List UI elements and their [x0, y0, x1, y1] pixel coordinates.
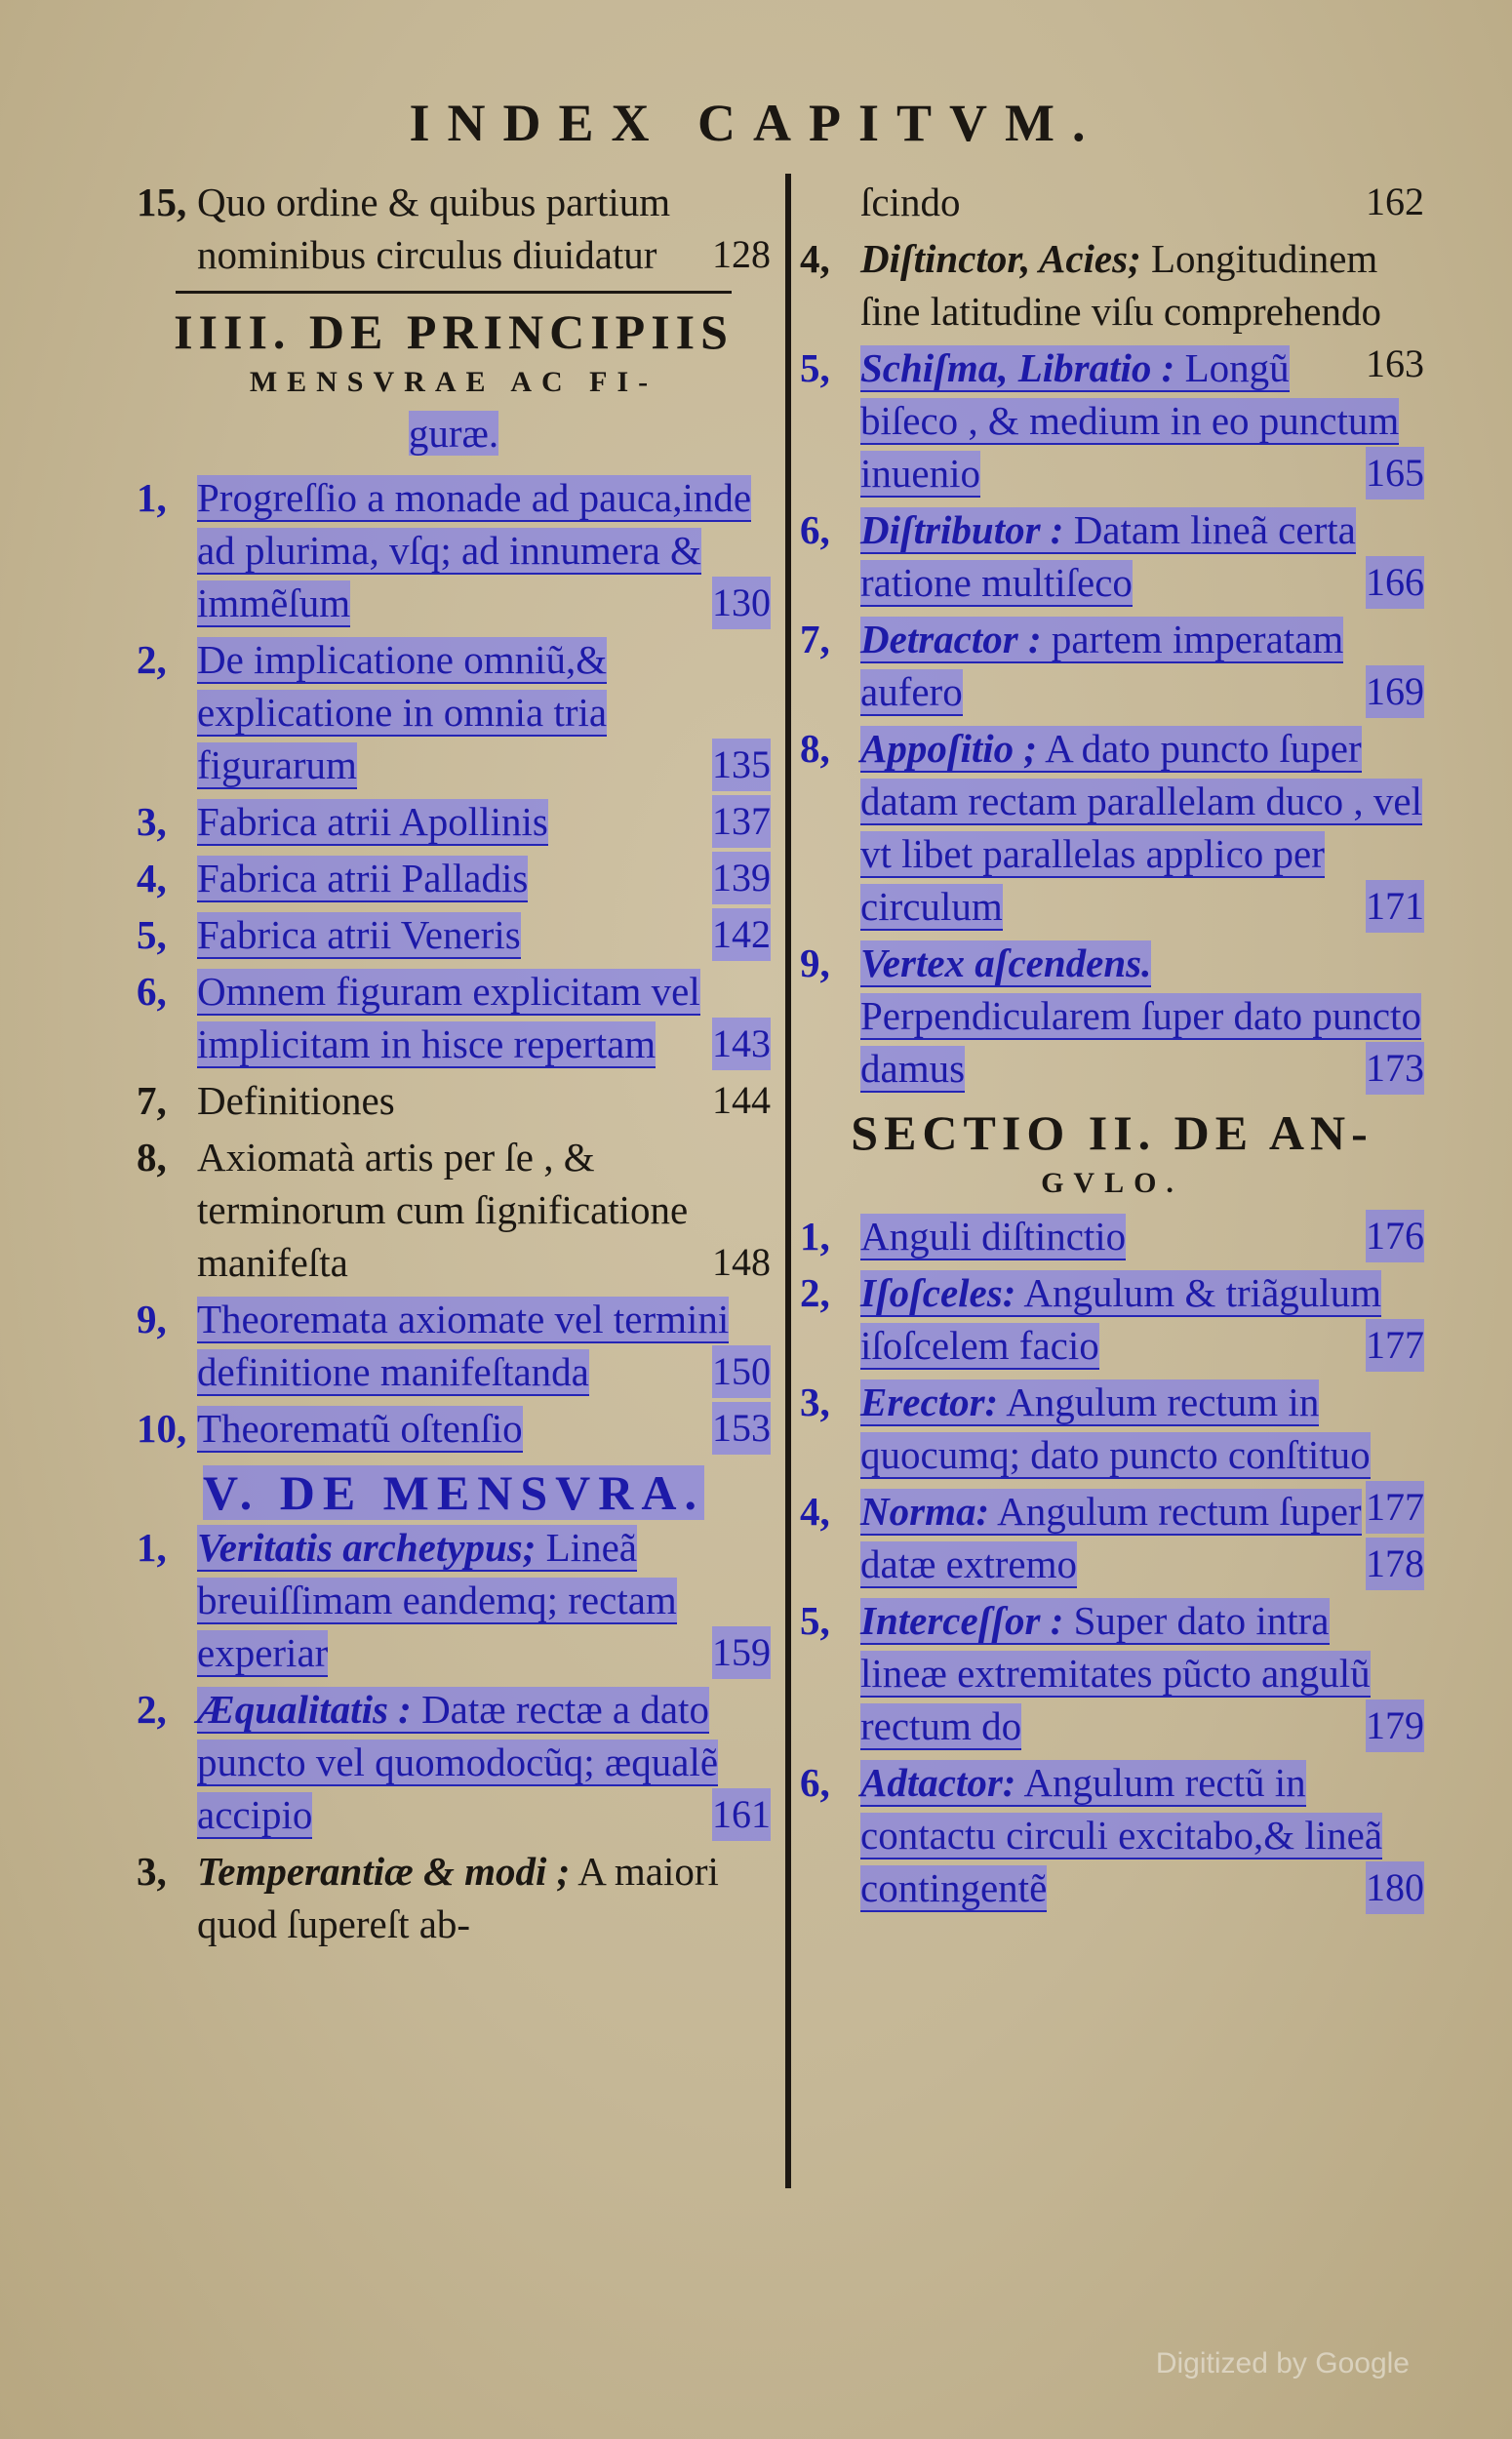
entry-text-wrap	[197, 1297, 729, 1396]
entry-text-wrap	[197, 1849, 719, 1946]
entry-number: 4,	[800, 236, 830, 281]
entry-page: 177	[1366, 1481, 1424, 1534]
entry-page: 171	[1366, 880, 1424, 933]
page-title: INDEX CAPITVM.	[409, 94, 1103, 152]
list-item	[137, 1131, 771, 1289]
list-item	[800, 722, 1424, 933]
section-subheading-cont-text: guræ.	[408, 411, 499, 456]
entry-number: 8,	[137, 1135, 167, 1180]
entry-page: 135	[712, 739, 771, 791]
entry-page: 177	[1366, 1319, 1424, 1372]
entry-text-wrap	[197, 475, 751, 627]
entry-number: 2,	[137, 637, 167, 682]
entry-text-wrap	[860, 726, 1422, 931]
list-item	[137, 1293, 771, 1398]
section-subheading-cont	[137, 409, 771, 458]
entry-text: ſcindo	[860, 180, 961, 224]
list-item	[137, 471, 771, 629]
entry-number: 6,	[137, 969, 167, 1014]
entry-text: A maiori quod ſupereſt ab-	[197, 1849, 719, 1946]
entry-term: Adtactor:	[860, 1760, 1016, 1805]
list-item	[800, 341, 1424, 500]
list-item	[137, 1845, 771, 1950]
entry-number: 10,	[137, 1406, 187, 1451]
section-list	[137, 1521, 771, 1950]
entry-page: 180	[1366, 1861, 1424, 1914]
entry-text-wrap	[860, 507, 1356, 607]
list-item	[137, 1683, 771, 1841]
entry-text: Super dato intra lineæ extremitates pũcto angulũ rectum do	[860, 1598, 1371, 1748]
entry-term: Erector:	[860, 1379, 999, 1424]
list-item	[137, 795, 771, 848]
section-list	[800, 1210, 1424, 1914]
entry-term: Interceſſor :	[860, 1598, 1064, 1643]
section-heading: IIII. DE PRINCIPIIS	[174, 304, 734, 359]
list-item	[137, 852, 771, 904]
entry-number: 1,	[800, 1214, 830, 1259]
entry-page: 169	[1366, 665, 1424, 718]
entry-number: 9,	[137, 1297, 167, 1341]
entry-term: Appoſitio ;	[860, 726, 1038, 771]
column-divider	[785, 174, 791, 2188]
entry-text: Angulum & triãgulum iſoſcelem facio	[860, 1270, 1382, 1368]
list-item	[800, 613, 1424, 718]
entry-page: 139	[712, 852, 771, 904]
entry-text: Anguli diſtinctio	[860, 1214, 1127, 1259]
entry-text-wrap	[197, 912, 521, 959]
entry-term: Diſtinctor, Acies;	[860, 236, 1141, 281]
entry-number: 5,	[137, 912, 167, 957]
entry-text: Angulum rectũ in contactu circuli excitabo,& lineã contingentẽ	[860, 1760, 1383, 1910]
entry-text: Fabrica atrii Apollinis	[197, 799, 548, 844]
entry-page: 162	[1366, 180, 1424, 223]
entry-number: 4,	[800, 1489, 830, 1534]
list-item	[800, 176, 1424, 228]
entry-number: 5,	[800, 1598, 830, 1643]
list-item	[137, 1074, 771, 1127]
entry-text: Fabrica atrii Palladis	[197, 856, 529, 900]
list-item	[800, 1594, 1424, 1752]
list-item	[800, 503, 1424, 609]
entry-text-wrap	[860, 1214, 1126, 1260]
entry-text: Angulum rectum in quocumq; dato puncto conſtituo	[860, 1379, 1371, 1477]
entry-text: Datæ rectæ a dato puncto vel quomodocũq; æqualẽ accipio	[197, 1687, 719, 1837]
entry-text-wrap	[860, 1760, 1382, 1912]
list-item	[800, 1485, 1424, 1590]
list-item	[800, 1266, 1424, 1372]
entry-term: Norma:	[860, 1489, 990, 1534]
entry-text-wrap	[197, 637, 607, 789]
entry-text: partem imperatam aufero	[860, 617, 1344, 714]
entry-text: Longitudinem ſine latitudine viſu comprehendo	[860, 236, 1382, 334]
entry-text-wrap	[860, 236, 1381, 334]
entry-text: A dato puncto ſuper datam rectam parallelam duco , vel vt libet parallelas applico per circulum	[860, 726, 1423, 929]
section-list	[800, 232, 1424, 1095]
entry-text-wrap	[197, 1687, 718, 1839]
entry-text-wrap	[860, 345, 1399, 498]
entry-text-wrap	[197, 969, 700, 1068]
entry-page: 137	[712, 795, 771, 848]
entry-page: 161	[712, 1788, 771, 1841]
entry-text-wrap	[197, 1525, 677, 1677]
section-heading: SECTIO II. DE AN-	[851, 1105, 1373, 1160]
entry-page: 179	[1366, 1699, 1424, 1752]
list-item	[800, 937, 1424, 1095]
entry-term: Diſtributor :	[860, 507, 1064, 552]
list-item	[800, 1210, 1424, 1262]
right-column	[800, 176, 1424, 1918]
section-heading-text: V. DE MENSVRA.	[203, 1465, 704, 1520]
entry-number: 9,	[800, 940, 830, 985]
entry-number: 6,	[800, 507, 830, 552]
entry-text: Definitiones	[197, 1078, 395, 1123]
entry-text-wrap	[197, 1135, 688, 1285]
entry-number: 1,	[137, 1525, 167, 1570]
entry-page: 163	[1366, 341, 1424, 385]
entry-text-wrap	[197, 799, 548, 846]
entry-number: 3,	[137, 1849, 167, 1894]
section-subheading: GVLO.	[1041, 1167, 1183, 1199]
entry-term: Æqualitatis :	[197, 1687, 412, 1732]
entry-page: 159	[712, 1626, 771, 1679]
entry-term: Schiſma, Libratio :	[860, 345, 1175, 390]
entry-text-wrap	[860, 1379, 1371, 1479]
entry-text: Quo ordine & quibus partium nominibus circulus diuidatur	[197, 180, 671, 277]
entry-number: 4,	[137, 856, 167, 900]
entry-term: Vertex aſcendens.	[860, 940, 1152, 985]
left-column	[137, 176, 771, 1954]
entry-term: Detractor :	[860, 617, 1042, 661]
entry-page: 178	[1366, 1538, 1424, 1590]
list-item	[137, 965, 771, 1070]
entry-page: 153	[712, 1402, 771, 1455]
entry-text: Progreſſio a monade ad pauca,inde ad plurima, vſq; ad innumera & immẽſum	[197, 475, 752, 625]
entry-number: 2,	[137, 1687, 167, 1732]
list-item	[137, 176, 771, 281]
entry-text: Lineã breuiſſimam eandemq; rectam experiar	[197, 1525, 677, 1675]
section-subheading: MENSVRAE AC FI-	[249, 366, 658, 398]
entry-number: 5,	[800, 345, 830, 390]
entry-text: Theorematũ oſtenſio	[197, 1406, 523, 1451]
watermark: Digitized by Google	[1155, 2347, 1410, 2379]
entry-text: Datam lineã certa ratione multiſeco	[860, 507, 1356, 605]
entry-text: Axiomatà artis per ſe , & terminorum cum ſignificatione manifeſta	[197, 1135, 689, 1285]
entry-text-wrap	[860, 1270, 1381, 1370]
entry-text: Theoremata axiomate vel termini definitione manifeſtanda	[197, 1297, 730, 1394]
entry-number: 7,	[137, 1078, 167, 1123]
entry-page: 150	[712, 1345, 771, 1398]
entry-page: 130	[712, 577, 771, 629]
list-item	[137, 1521, 771, 1679]
entry-text-wrap	[197, 1078, 395, 1123]
entry-term: Temperantiæ & modi ;	[197, 1849, 571, 1894]
entry-number: 7,	[800, 617, 830, 661]
entry-page: 148	[712, 1240, 771, 1284]
entry-text-wrap	[860, 617, 1343, 716]
entry-number: 1,	[137, 475, 167, 520]
entry-page: 143	[712, 1018, 771, 1070]
entry-number: 6,	[800, 1760, 830, 1805]
entry-text: Perpendicularem ſuper dato puncto damus	[860, 993, 1421, 1091]
entry-number: 3,	[800, 1379, 830, 1424]
entry-text-wrap	[860, 1489, 1362, 1588]
entry-page: 173	[1366, 1042, 1424, 1095]
entry-term: Veritatis archetypus;	[197, 1525, 537, 1570]
list-item	[137, 908, 771, 961]
section-heading	[137, 1464, 771, 1521]
entry-text-wrap	[197, 856, 528, 902]
section-list	[137, 471, 771, 1455]
entry-text-wrap	[860, 940, 1421, 1093]
entry-text: De implicatione omniũ,& explicatione in omnia tria figurarum	[197, 637, 608, 787]
entry-text-wrap	[197, 1406, 523, 1453]
entry-page: 176	[1366, 1210, 1424, 1262]
entry-text: Angulum rectum ſuper datæ extremo	[860, 1489, 1362, 1586]
entry-page: 144	[712, 1078, 771, 1122]
entry-text: Omnem figuram explicitam vel implicitam in hisce repertam	[197, 969, 700, 1066]
entry-number: 3,	[137, 799, 167, 844]
entry-page: 128	[712, 232, 771, 276]
entry-number: 2,	[800, 1270, 830, 1315]
entry-number: 15,	[137, 180, 187, 224]
entry-term: Iſoſceles:	[860, 1270, 1016, 1315]
entry-page: 165	[1366, 447, 1424, 500]
entry-text-wrap	[860, 1598, 1371, 1750]
entry-page: 166	[1366, 556, 1424, 609]
entry-text: Fabrica atrii Veneris	[197, 912, 521, 957]
divider	[176, 291, 732, 294]
entry-number: 8,	[800, 726, 830, 771]
entry-page: 142	[712, 908, 771, 961]
list-item	[137, 1402, 771, 1455]
list-item	[137, 633, 771, 791]
entry-text: Longũ biſeco , & medium in eo punctum inuenio	[860, 345, 1400, 496]
list-item	[800, 1756, 1424, 1914]
